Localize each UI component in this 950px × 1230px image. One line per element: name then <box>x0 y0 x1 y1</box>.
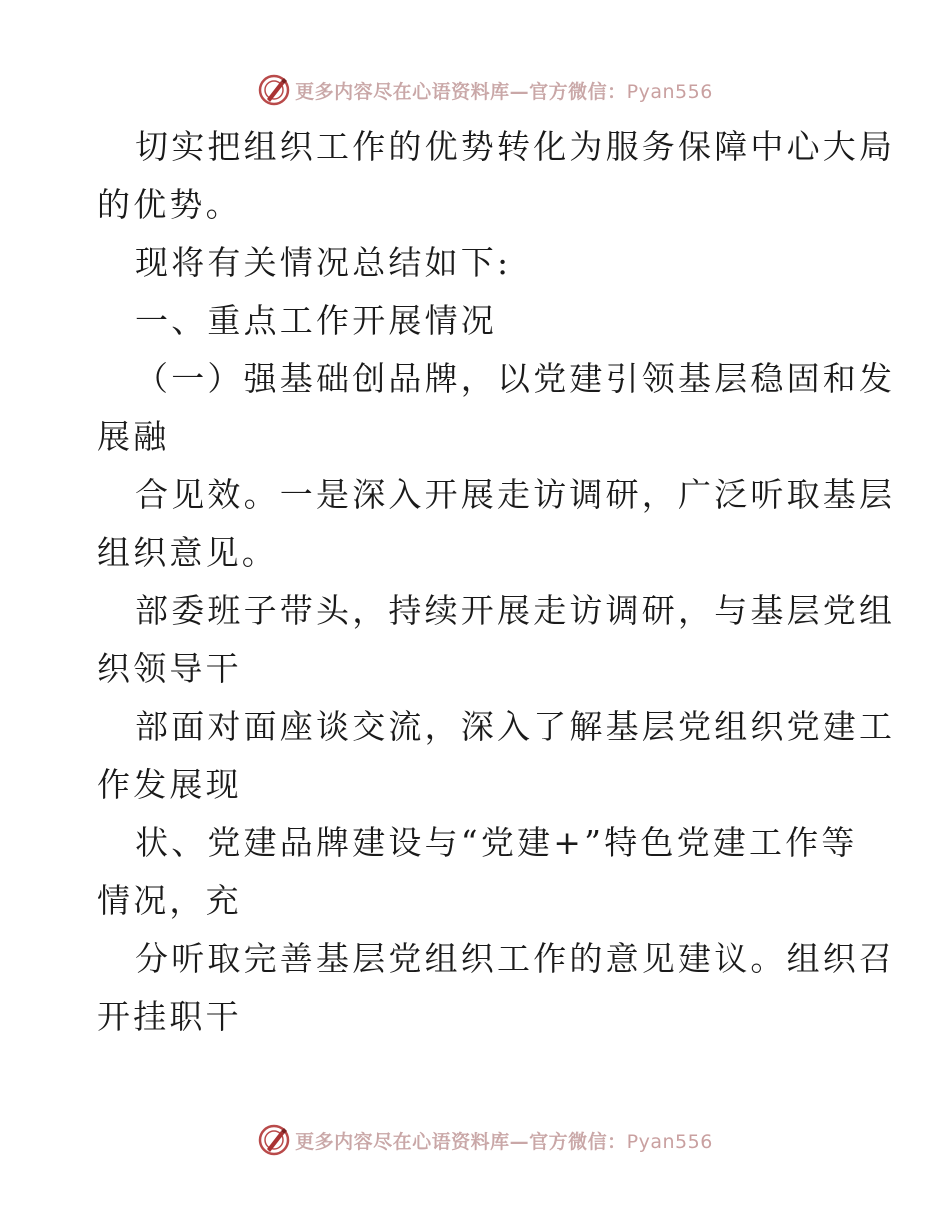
paragraph-line: 合见效。一是深入开展走访调研，广泛听取基层 <box>135 475 896 514</box>
paragraph-line: 部委班子带头，持续开展走访调研，与基层党组 <box>135 591 896 630</box>
paragraph-line: 组织意见。 <box>97 533 278 572</box>
paragraph-line: 分听取完善基层党组织工作的意见建议。组织召 <box>135 939 896 978</box>
document-body <box>97 118 896 1046</box>
paragraph-line: 开挂职干 <box>97 997 242 1036</box>
paragraph-line: 现将有关情况总结如下: <box>135 243 512 282</box>
paragraph-line: 展融 <box>97 417 170 456</box>
watermark-id: Pyan556 <box>626 1130 713 1153</box>
pen-logo-icon <box>257 73 291 107</box>
paragraph-line: 织领导干 <box>97 649 242 688</box>
watermark-id: Pyan556 <box>626 80 713 103</box>
paragraph-line: 状、党建品牌建设与“党建+”特色党建工作等 <box>135 823 858 862</box>
footer-watermark <box>0 1120 950 1160</box>
paragraph-line: 的优势。 <box>97 185 242 224</box>
subsection-heading: （一）强基础创品牌，以党建引领基层稳固和发 <box>135 359 896 398</box>
pen-logo-icon <box>257 1123 291 1157</box>
watermark-text: 更多内容尽在心语资料库—官方微信：Pyan556 <box>295 1130 713 1153</box>
section-heading: 一、重点工作开展情况 <box>135 301 497 340</box>
header-watermark <box>0 70 950 110</box>
paragraph-line: 切实把组织工作的优势转化为服务保障中心大局 <box>135 127 896 166</box>
paragraph-line: 作发展现 <box>97 765 242 804</box>
watermark-text: 更多内容尽在心语资料库—官方微信：Pyan556 <box>295 80 713 103</box>
paragraph-line: 情况，充 <box>97 881 242 920</box>
paragraph-line: 部面对面座谈交流，深入了解基层党组织党建工 <box>135 707 896 746</box>
